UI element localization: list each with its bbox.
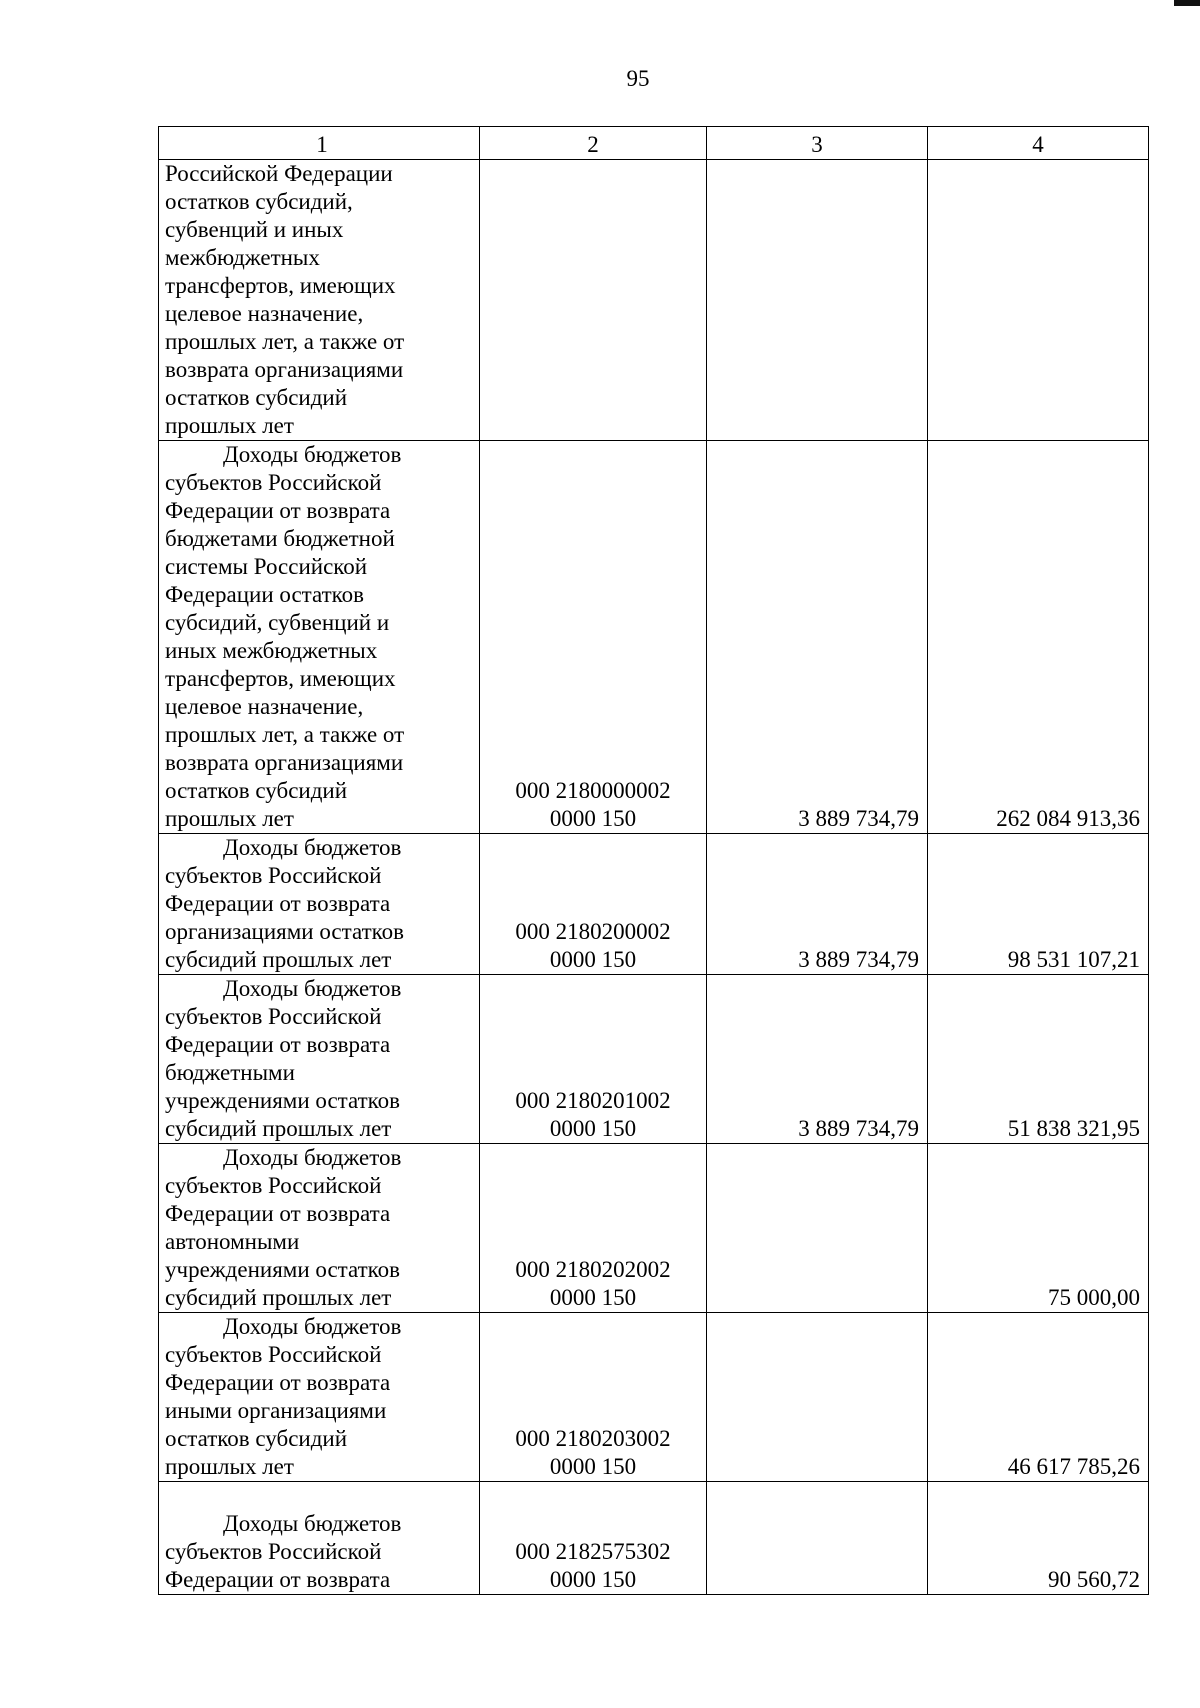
row-col3-value — [707, 1313, 928, 1482]
row-description: Доходы бюджетов субъектов Российской Федерации от возврата организациями остатков субсидий прошлых лет — [165, 835, 405, 972]
row-col4-value: 51 838 321,95 — [928, 975, 1149, 1144]
row-col3-value: 3 889 734,79 — [707, 975, 928, 1144]
row-description-cell — [159, 160, 480, 441]
row-description-cell — [159, 441, 480, 834]
table-row — [159, 1144, 1149, 1313]
row-description: Доходы бюджетов субъектов Российской Федерации от возврата бюджетами бюджетной системы Российской Федерации остатков субсидий, субвенций и иных межбюджетных трансфертов, имеющих целевое назначение, прошлых лет, а также от возврата организациями остатков субсидий прошлых лет — [165, 442, 405, 831]
row-col4-value: 75 000,00 — [928, 1144, 1149, 1313]
row-description-cell — [159, 1144, 480, 1313]
column-header-3: 3 — [707, 127, 928, 160]
row-description: Доходы бюджетов субъектов Российской Федерации от возврата автономными учреждениями остатков субсидий прошлых лет — [165, 1145, 402, 1310]
row-code: 000 2180000002 0000 150 — [480, 441, 707, 834]
row-description-cell — [159, 1313, 480, 1482]
scan-corner-mark — [1174, 0, 1200, 6]
row-description: Доходы бюджетов субъектов Российской Федерации от возврата — [165, 1511, 402, 1592]
row-col4-value: 262 084 913,36 — [928, 441, 1149, 834]
table-row — [159, 834, 1149, 975]
table-row — [159, 1482, 1149, 1595]
row-code: 000 2180203002 0000 150 — [480, 1313, 707, 1482]
column-header-1: 1 — [159, 127, 480, 160]
row-col3-value — [707, 1144, 928, 1313]
table-row — [159, 975, 1149, 1144]
table-row — [159, 441, 1149, 834]
row-col3-value — [707, 1482, 928, 1595]
row-col3-value — [707, 160, 928, 441]
row-description-cell — [159, 834, 480, 975]
row-col4-value: 90 560,72 — [928, 1482, 1149, 1595]
page-number: 95 — [626, 66, 650, 91]
row-description: Доходы бюджетов субъектов Российской Федерации от возврата иными организациями остатков субсидий прошлых лет — [165, 1314, 402, 1479]
row-description: Российской Федерации остатков субсидий, субвенций и иных межбюджетных трансфертов, имеющих целевое назначение, прошлых лет, а также от возврата организациями остатков субсидий прошлых лет — [165, 161, 405, 438]
row-col4-value: 98 531 107,21 — [928, 834, 1149, 975]
table-row — [159, 160, 1149, 441]
table-row — [159, 1313, 1149, 1482]
row-col3-value: 3 889 734,79 — [707, 834, 928, 975]
row-code — [480, 160, 707, 441]
row-description-cell — [159, 1482, 480, 1595]
row-description: Доходы бюджетов субъектов Российской Федерации от возврата бюджетными учреждениями остатков субсидий прошлых лет — [165, 976, 402, 1141]
row-col4-value: 46 617 785,26 — [928, 1313, 1149, 1482]
column-header-2: 2 — [480, 127, 707, 160]
budget-income-table — [158, 126, 1149, 1595]
row-col3-value: 3 889 734,79 — [707, 441, 928, 834]
table-header-row — [159, 127, 1149, 160]
row-code: 000 2180202002 0000 150 — [480, 1144, 707, 1313]
column-header-4: 4 — [928, 127, 1149, 160]
row-col4-value — [928, 160, 1149, 441]
row-code: 000 2180201002 0000 150 — [480, 975, 707, 1144]
row-code: 000 2180200002 0000 150 — [480, 834, 707, 975]
row-description-cell — [159, 975, 480, 1144]
row-code: 000 2182575302 0000 150 — [480, 1482, 707, 1595]
